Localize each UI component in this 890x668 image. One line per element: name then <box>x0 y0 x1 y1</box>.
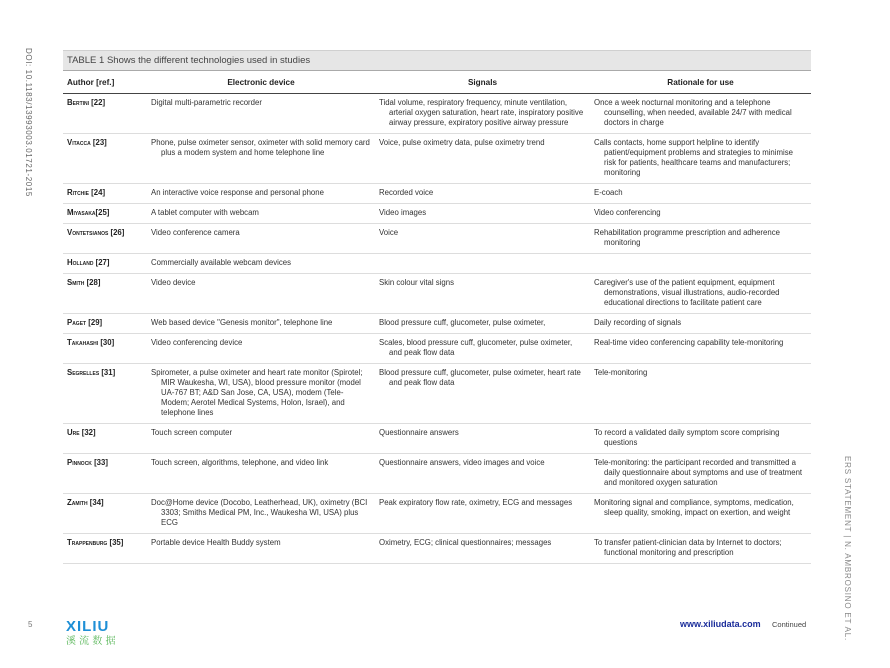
cell-rationale: Tele-monitoring: the participant recorded and transmitted a daily questionnaire about symptoms and use of treatment and monitored oxygen saturation <box>590 454 811 494</box>
table-row <box>63 254 811 274</box>
xiliu-logo-graphic <box>64 616 134 646</box>
cell-device: An interactive voice response and personal phone <box>147 184 375 204</box>
table-row <box>63 314 811 334</box>
table-row <box>63 94 811 134</box>
doi-sidebar: DOI: 10.1183/13993003.01721-2015 <box>24 48 33 197</box>
cell-author: Miyasaka[25] <box>63 204 147 224</box>
cell-rationale: Rehabilitation programme prescription and adherence monitoring <box>590 224 811 254</box>
table-row <box>63 454 811 494</box>
xiliu-logo <box>64 616 134 646</box>
cell-signals: Oximetry, ECG; clinical questionnaires; messages <box>375 534 590 564</box>
cell-signals: Peak expiratory flow rate, oximetry, ECG and messages <box>375 494 590 534</box>
cell-signals: Blood pressure cuff, glucometer, pulse oximeter, heart rate and peak flow data <box>375 364 590 424</box>
footer-url[interactable]: www.xiliudata.com <box>680 619 761 629</box>
table-caption: TABLE 1 Shows the different technologies used in studies <box>63 50 811 70</box>
header-device: Electronic device <box>147 71 375 94</box>
table-row <box>63 494 811 534</box>
logo-wordmark: XILIU <box>66 618 110 635</box>
table-row <box>63 334 811 364</box>
cell-author: Trappenburg [35] <box>63 534 147 564</box>
cell-signals: Questionnaire answers <box>375 424 590 454</box>
cell-signals: Video images <box>375 204 590 224</box>
cell-author: Smith [28] <box>63 274 147 314</box>
cell-device: A tablet computer with webcam <box>147 204 375 224</box>
table-row <box>63 274 811 314</box>
cell-author: Ure [32] <box>63 424 147 454</box>
cell-signals: Questionnaire answers, video images and voice <box>375 454 590 494</box>
cell-rationale <box>590 254 811 274</box>
page-number: 5 <box>28 620 33 629</box>
cell-device: Phone, pulse oximeter sensor, oximeter with solid memory card plus a modem system and home telephone line <box>147 134 375 184</box>
cell-device: Web based device "Genesis monitor", telephone line <box>147 314 375 334</box>
table-row <box>63 364 811 424</box>
cell-device: Video device <box>147 274 375 314</box>
cell-device: Spirometer, a pulse oximeter and heart rate monitor (Spirotel; MIR Waukesha, WI, USA), blood pressure monitor (model UA-767 BT; A&D San Jose, CA, USA), modem (Tele-Modem; Aerotel Medical Systems, Holon, Israel), and telephone lines <box>147 364 375 424</box>
cell-device: Commercially available webcam devices <box>147 254 375 274</box>
cell-signals: Scales, blood pressure cuff, glucometer, pulse oximeter, and peak flow data <box>375 334 590 364</box>
cell-rationale: To transfer patient-clinician data by Internet to doctors; functional monitoring and prescription <box>590 534 811 564</box>
cell-signals <box>375 254 590 274</box>
cell-rationale: To record a validated daily symptom score comprising questions <box>590 424 811 454</box>
logo-subtext: 溪 流 数 据 <box>66 636 116 646</box>
cell-device: Portable device Health Buddy system <box>147 534 375 564</box>
cell-author: Takahashi [30] <box>63 334 147 364</box>
continued-label: Continued <box>772 620 807 629</box>
cell-author: Bertini [22] <box>63 94 147 134</box>
cell-device: Touch screen computer <box>147 424 375 454</box>
cell-signals: Skin colour vital signs <box>375 274 590 314</box>
cell-device: Digital multi-parametric recorder <box>147 94 375 134</box>
cell-author: Holland [27] <box>63 254 147 274</box>
cell-device: Touch screen, algorithms, telephone, and video link <box>147 454 375 494</box>
cell-rationale: Tele-monitoring <box>590 364 811 424</box>
cell-device: Doc@Home device (Docobo, Leatherhead, UK), oximetry (BCI 3303; Smiths Medical PM, Inc., Waukesha WI, USA) plus ECG <box>147 494 375 534</box>
technologies-table <box>63 50 811 564</box>
table-row <box>63 134 811 184</box>
cell-signals: Tidal volume, respiratory frequency, minute ventilation, arterial oxygen saturation, heart rate, inspiratory positive airway pressure, expiratory positive airway pressure <box>375 94 590 134</box>
cell-rationale: Daily recording of signals <box>590 314 811 334</box>
header-rationale: Rationale for use <box>590 71 811 94</box>
table-row <box>63 184 811 204</box>
header-author: Author [ref.] <box>63 71 147 94</box>
cell-signals: Blood pressure cuff, glucometer, pulse oximeter, <box>375 314 590 334</box>
cell-author: Paget [29] <box>63 314 147 334</box>
cell-signals: Voice <box>375 224 590 254</box>
cell-rationale: Monitoring signal and compliance, symptoms, medication, sleep quality, smoking, impact on exertion, and weight <box>590 494 811 534</box>
table-row <box>63 424 811 454</box>
cell-signals: Voice, pulse oximetry data, pulse oximetry trend <box>375 134 590 184</box>
cell-rationale: Caregiver's use of the patient equipment, equipment demonstrations, visual illustrations, audio-recorded educational directions to facilitate patient care <box>590 274 811 314</box>
cell-rationale: Once a week nocturnal monitoring and a telephone counselling, when needed, available 24/7 with medical doctors in charge <box>590 94 811 134</box>
cell-author: Pinnock [33] <box>63 454 147 494</box>
cell-device: Video conferencing device <box>147 334 375 364</box>
data-table <box>63 70 811 564</box>
cell-rationale: Real-time video conferencing capability tele-monitoring <box>590 334 811 364</box>
cell-author: Vitacca [23] <box>63 134 147 184</box>
running-header: ERS STATEMENT | N. AMBROSINO ET AL. <box>843 456 852 642</box>
table-header-row <box>63 71 811 94</box>
cell-author: Vontetsianos [26] <box>63 224 147 254</box>
cell-rationale: Video conferencing <box>590 204 811 224</box>
cell-author: Zamith [34] <box>63 494 147 534</box>
table-body <box>63 94 811 564</box>
table-row <box>63 224 811 254</box>
cell-author: Ritchie [24] <box>63 184 147 204</box>
table-row <box>63 204 811 224</box>
cell-device: Video conference camera <box>147 224 375 254</box>
header-signals: Signals <box>375 71 590 94</box>
table-row <box>63 534 811 564</box>
cell-signals: Recorded voice <box>375 184 590 204</box>
cell-rationale: E-coach <box>590 184 811 204</box>
cell-rationale: Calls contacts, home support helpline to identify patient/equipment problems and strategies to minimise risk for patients, healthcare teams and manufacturers; monitoring <box>590 134 811 184</box>
cell-author: Segrelles [31] <box>63 364 147 424</box>
